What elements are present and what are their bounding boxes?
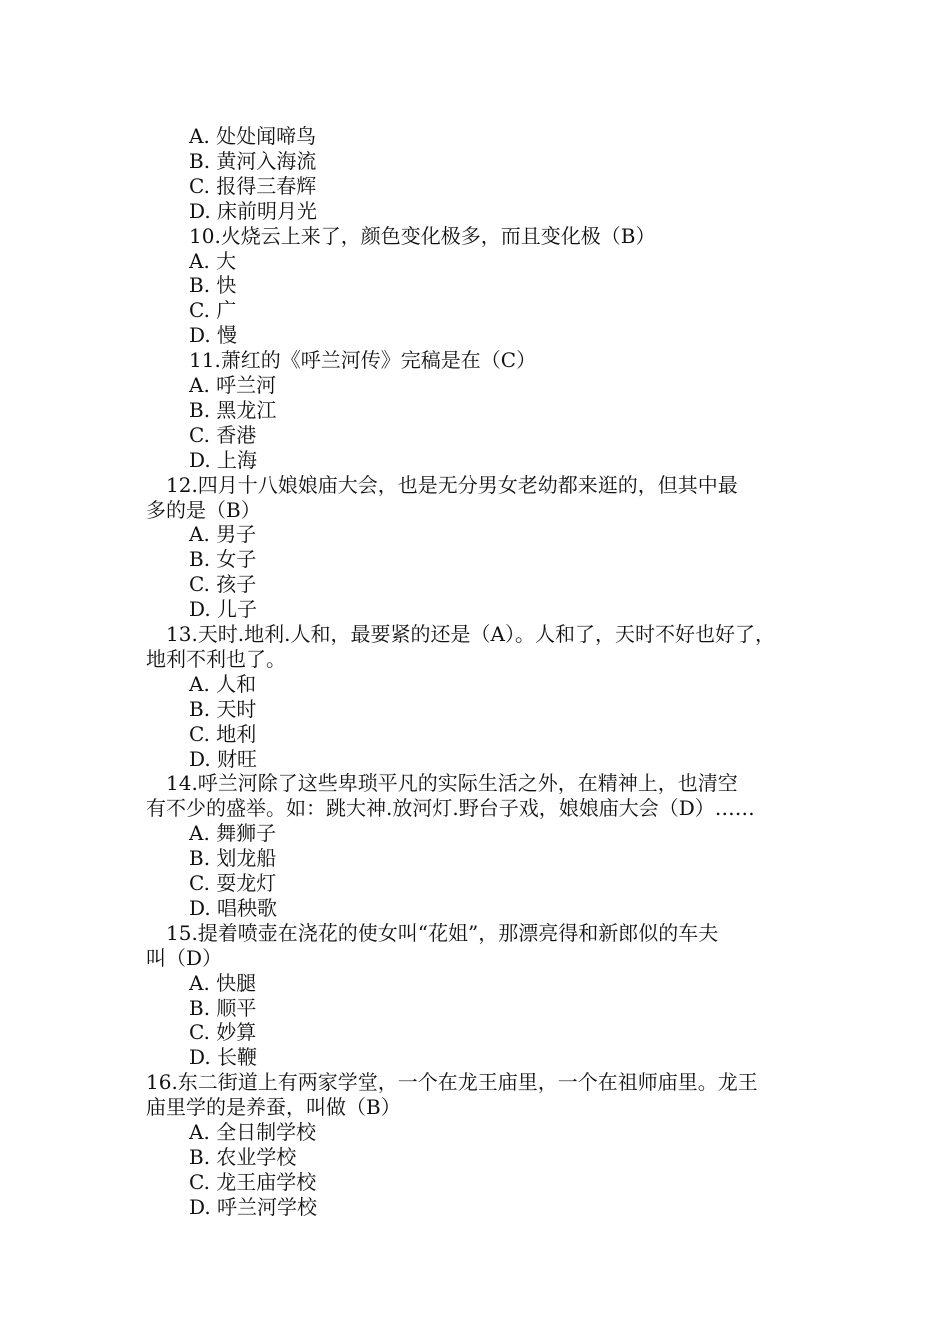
answer-option: D. 慢 (189, 323, 238, 348)
answer-option: B. 顺平 (189, 995, 257, 1020)
answer-option: C. 广 (189, 298, 237, 323)
question-text: 15.提着喷壶在浇花的使女叫“花姐”，那漂亮得和新郎似的车夫 (166, 920, 719, 945)
answer-option: D. 财旺 (189, 746, 258, 771)
answer-option: D. 唱秧歌 (189, 895, 278, 920)
question-text: 10.火烧云上来了，颜色变化极多，而且变化极（B） (189, 223, 656, 248)
question-continuation: 地利不利也了。 (146, 646, 286, 671)
answer-option: B. 快 (189, 273, 237, 298)
question-continuation: 庙里学的是养蚕，叫做（B） (146, 1095, 401, 1120)
answer-option: A. 处处闻啼鸟 (189, 124, 317, 148)
answer-option: D. 长鞭 (189, 1045, 258, 1070)
answer-option: D. 床前明月光 (189, 198, 318, 223)
answer-option: B. 黄河入海流 (189, 148, 317, 173)
question-text: 11.萧红的《呼兰河传》完稿是在（C） (189, 348, 537, 373)
answer-option: B. 黑龙江 (189, 397, 277, 422)
answer-option: A. 男子 (189, 522, 257, 547)
answer-option: B. 天时 (189, 696, 257, 721)
answer-option: A. 全日制学校 (189, 1120, 317, 1144)
question-text: 12.四月十八娘娘庙大会，也是无分男女老幼都来逛的，但其中最 (166, 472, 738, 497)
answer-option: C. 香港 (189, 422, 257, 447)
question-text: 14.呼兰河除了这些卑琐平凡的实际生活之外，在精神上，也清空 (166, 771, 738, 796)
question-continuation: 叫（D） (146, 945, 223, 970)
answer-option: C. 妙算 (189, 1020, 257, 1045)
answer-option: C. 耍龙灯 (189, 871, 277, 895)
question-text: 13.天时.地利.人和，最要紧的还是（A）。人和了，天时不好也好了， (166, 622, 775, 646)
answer-option: A. 舞狮子 (189, 821, 277, 846)
question-text: 16.东二街道上有两家学堂，一个在龙王庙里，一个在祖师庙里。龙王 (146, 1070, 758, 1095)
answer-option: C. 龙王庙学校 (189, 1169, 317, 1194)
answer-option: D. 儿子 (189, 597, 258, 622)
answer-option: A. 大 (189, 248, 237, 273)
answer-option: A. 人和 (189, 671, 257, 696)
answer-option: A. 呼兰河 (189, 373, 277, 397)
answer-option: C. 地利 (189, 721, 257, 746)
answer-option: B. 农业学校 (189, 1144, 297, 1169)
answer-option: D. 上海 (189, 447, 258, 472)
question-continuation: 有不少的盛举。如：跳大神.放河灯.野台子戏，娘娘庙大会（D）…… (146, 796, 755, 821)
question-continuation: 多的是（B） (146, 497, 261, 522)
answer-option: B. 女子 (189, 547, 257, 572)
answer-option: D. 呼兰河学校 (189, 1194, 318, 1219)
answer-option: C. 孩子 (189, 572, 257, 597)
answer-option: B. 划龙船 (189, 846, 277, 871)
answer-option: A. 快腿 (189, 970, 257, 995)
answer-option: C. 报得三春辉 (189, 173, 317, 198)
